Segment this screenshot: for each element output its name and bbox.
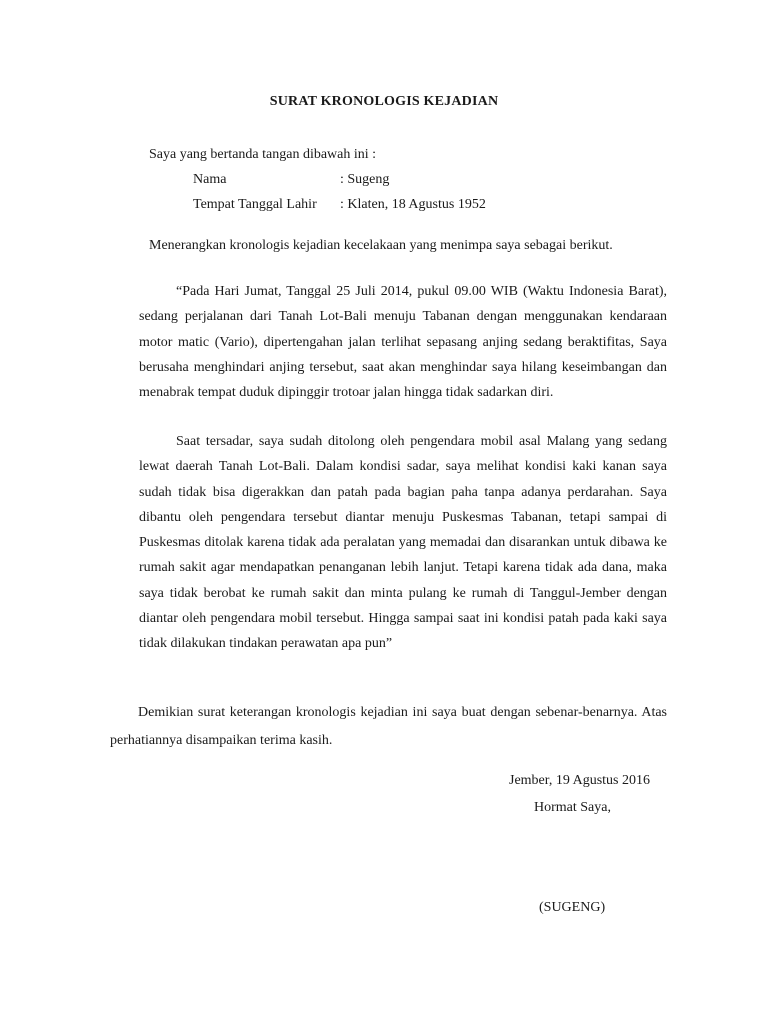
identity-label: Tempat Tanggal Lahir (193, 197, 317, 212)
identity-label: Nama (193, 172, 227, 187)
intro-statement: Saya yang bertanda tangan dibawah ini : (149, 147, 377, 162)
signer-name: (SUGENG) (539, 900, 606, 915)
document-title: SURAT KRONOLOGIS KEJADIAN (269, 94, 499, 109)
identity-value: : Klaten, 18 Agustus 1952 (340, 197, 486, 212)
declaration-statement: Menerangkan kronologis kejadian kecelakaan yang menimpa saya sebagai berikut. (149, 238, 613, 253)
identity-row-birth (193, 197, 486, 213)
regards: Hormat Saya, (534, 800, 611, 815)
identity-value: : Sugeng (340, 172, 390, 187)
chronology-paragraph-1: “Pada Hari Jumat, Tanggal 25 Juli 2014, pukul 09.00 WIB (Waktu Indonesia Barat), sedang perjalanan dari Tanah Lot-Bali menuju Tabanan dengan menggunakan kendaraan motor matic (Vario), dipertengahan jalan terlihat sepasang anjing sedang beraktifitas, Saya berusaha menghindari anjing tersebut, saat akan menghindar saya hilang keseimbangan dan menabrak tempat duduk dipinggir trotoar jalan hingga tidak sadarkan diri. (139, 284, 667, 401)
place-date: Jember, 19 Agustus 2016 (509, 773, 650, 788)
chronology-paragraph-2: Saat tersadar, saya sudah ditolong oleh pengendara mobil asal Malang yang sedang lewat daerah Tanah Lot-Bali. Dalam kondisi sadar, saya melihat kondisi kaki kanan saya sudah tidak bisa digerakkan dan patah pada bagian paha tanpa adanya perdarahan. Saya dibantu oleh pengendara tersebut diantar menuju Puskesmas Tabanan, tetapi sampai di Puskesmas ditolak karena tidak ada peralatan yang memadai dan disarankan untuk dibawa ke rumah sakit agar mendapatkan penanganan lebih lanjut. Tetapi karena tidak ada dana, maka saya tidak berobat ke rumah sakit dan minta pulang ke rumah di Tanggul-Jember dengan diantar oleh pengendara mobil tersebut. Hingga sampai saat ini kondisi patah pada kaki saya tidak dilakukan tindakan perawatan apa pun” (139, 434, 667, 652)
closing-statement: Demikian surat keterangan kronologis kejadian ini saya buat dengan sebenar-benarnya. Atas perhatiannya disampaikan terima kasih. (110, 705, 667, 748)
identity-row-name (193, 172, 389, 188)
